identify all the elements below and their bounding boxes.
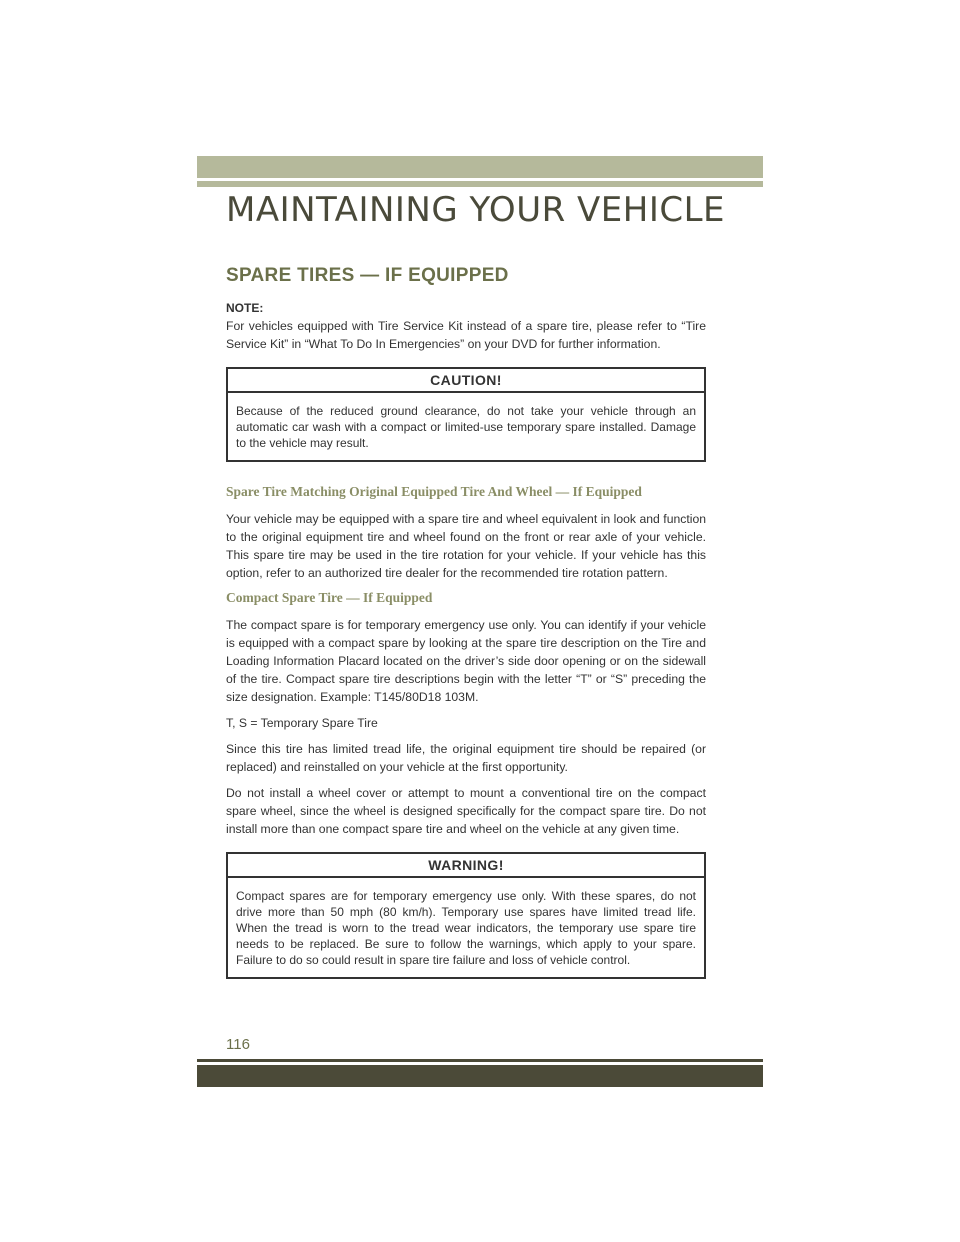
matching-spare-text: Your vehicle may be equipped with a spare tire and wheel equivalent in look and function to the original equipment tire and wheel found on the front or rear axle of your vehicle. This spare tire may be used in the tire rotation for your vehicle. If your vehicle has this option, refer to an authorized tire dealer for the recommended tire rotation pattern.: [226, 512, 706, 580]
compact-spare-para-2: T, S = Temporary Spare Tire: [226, 716, 378, 730]
warning-title: WARNING!: [228, 854, 704, 878]
page-number: 116: [226, 1036, 250, 1053]
main-heading: SPARE TIRES — IF EQUIPPED: [226, 265, 509, 286]
warning-text: Compact spares are for temporary emergency use only. With these spares, do not drive more than 50 mph (80 km/h). Temporary use spares have limited tread life. When the tread is worn to the tread wear indicators, the temporary use spare tire needs to be replaced. Be sure to follow the warnings, which apply to your spare. Failure to do so could result in spare tire failure and loss of vehicle control.: [236, 889, 696, 967]
caution-box: [226, 367, 706, 462]
compact-spare-para-3: Since this tire has limited tread life, the original equipment tire should be repaired (or replaced) and reinstalled on your vehicle at the first opportunity.: [226, 742, 706, 774]
footer-band-thin: [197, 1059, 763, 1062]
caution-title: CAUTION!: [228, 369, 704, 393]
header-band-thin: [197, 181, 763, 187]
subsection-heading-compact-spare: Compact Spare Tire — If Equipped: [226, 590, 433, 605]
note-label: NOTE:: [226, 301, 264, 315]
section-title: MAINTAINING YOUR VEHICLE: [226, 190, 726, 230]
header-band: [197, 156, 763, 178]
compact-spare-para-1: The compact spare is for temporary emergency use only. You can identify if your vehicle is equipped with a compact spare by looking at the spare tire description on the Tire and Loading Information Placard located on the driver’s side door opening or on the sidewall of the tire. Compact spare tire descriptions begin with the letter “T” or “S” preceding the size designation. Example: T145/80D18 103M.: [226, 618, 706, 704]
page-content: [226, 265, 706, 1001]
footer-band: [197, 1065, 763, 1087]
note-text: For vehicles equipped with Tire Service Kit instead of a spare tire, please refer to “Tire Service Kit” in “What To Do In Emergencies” on your DVD for further information.: [226, 319, 706, 351]
warning-box: [226, 852, 706, 979]
subsection-heading-matching-spare: Spare Tire Matching Original Equipped Tire And Wheel — If Equipped: [226, 484, 642, 499]
compact-spare-para-4: Do not install a wheel cover or attempt to mount a conventional tire on the compact spare wheel, since the wheel is designed specifically for the compact spare tire. Do not install more than one compact spare tire and wheel on the vehicle at any given time.: [226, 786, 706, 836]
caution-text: Because of the reduced ground clearance, do not take your vehicle through an automatic car wash with a compact or limited-use temporary spare installed. Damage to the vehicle may result.: [236, 404, 696, 450]
